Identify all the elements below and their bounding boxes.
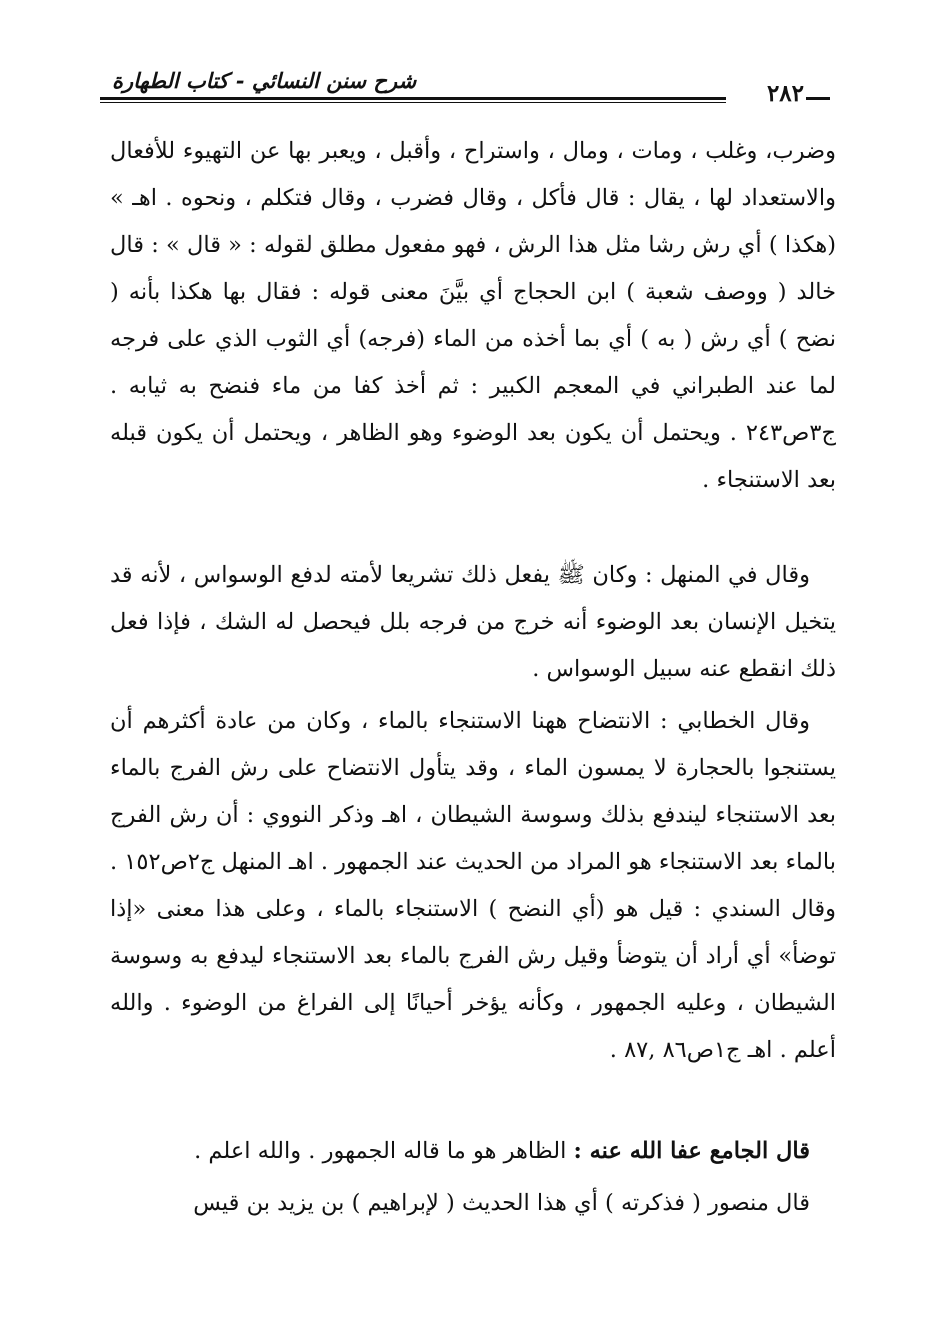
header-rule-thin [100,102,726,103]
paragraph-1: وضرب، وغلب ، ومات ، ومال ، واستراح ، وأقبل ، ويعبر بها عن التهيوء للأفعال والاستعداد لها ، يقال : قال فأكل ، وقال فضرب ، وقال فتكلم ، ونحوه . اهـ » (هكذا ) أي رش رشا مثل هذا الرش ، فهو مفعول مطلق لقوله : « قال » : قال خالد ( ووصف شعبة ) ابن الحجاج أي بيَّنَ معنى قوله : فقال بها هكذا بأنه ( نضح ) أي رش ( به ) أي بما أخذه من الماء (فرجه) أي الثوب الذي على فرجه لما عند الطبراني في المعجم الكبير : ثم أخذ كفا من ماء فنضح به ثيابه . ج٣ص٢٤٣ . ويحتمل أن يكون بعد الوضوء وهو الظاهر ، ويحتمل أن يكون قبله بعد الاستنجاء . [110,138,836,493]
body-text [110,128,836,1227]
header-rule [100,97,726,100]
paragraph-2: وقال في المنهل : وكان ﷺ يفعل ذلك تشريعا لأمته لدفع الوسواس ، لأنه قد يتخيل الإنسان بعد الوضوء أنه خرج من فرجه بلل فيحصل له الشك ، فإذا فعل ذلك انقطع عنه سبيل الوسواس . [110,562,836,682]
margin-mark [57,204,65,214]
page-header [100,68,830,107]
running-title: شرح سنن النسائي - كتاب الطهارة [112,68,417,93]
speaker-label: قال الجامع عفا الله عنه : [573,1138,810,1164]
page-number-rule [806,97,830,100]
page-number: ٢٨٢ [766,80,804,107]
paragraph-4-text: الظاهر هو ما قاله الجمهور . والله اعلم . [194,1138,567,1164]
paragraph-3: وقال الخطابي : الانتضاح ههنا الاستنجاء بالماء ، وكان من عادة أكثرهم أن يستنجوا بالحجارة لا يمسون الماء ، وقد يتأول الانتضاح على رش الفرج بالماء بعد الاستنجاء ليندفع بذلك وسوسة الشيطان ، اهـ وذكر النووي : أن رش الفرج بالماء بعد الاستنجاء هو المراد من الحديث عند الجمهور . اهـ المنهل ج٢ص١٥٢ . وقال السندي : قيل هو (أي النضح ) الاستنجاء بالماء ، وعلى هذا معنى «إذا توضأ» أي أراد أن يتوضأ وقيل رش الفرج بالماء بعد الاستنجاء ليدفع به وسوسة الشيطان ، وعليه الجمهور ، وكأنه يؤخر أحيانًا إلى الفراغ من الوضوء . والله أعلم . اهـ ج١ص٨٦ ,٨٧ . [109,708,836,1063]
paragraph-4 [110,1128,836,1180]
paragraph-5: قال منصور ( فذكرته ) أي هذا الحديث ( لإبراهيم ) بن يزيد بن قيس [193,1190,810,1216]
